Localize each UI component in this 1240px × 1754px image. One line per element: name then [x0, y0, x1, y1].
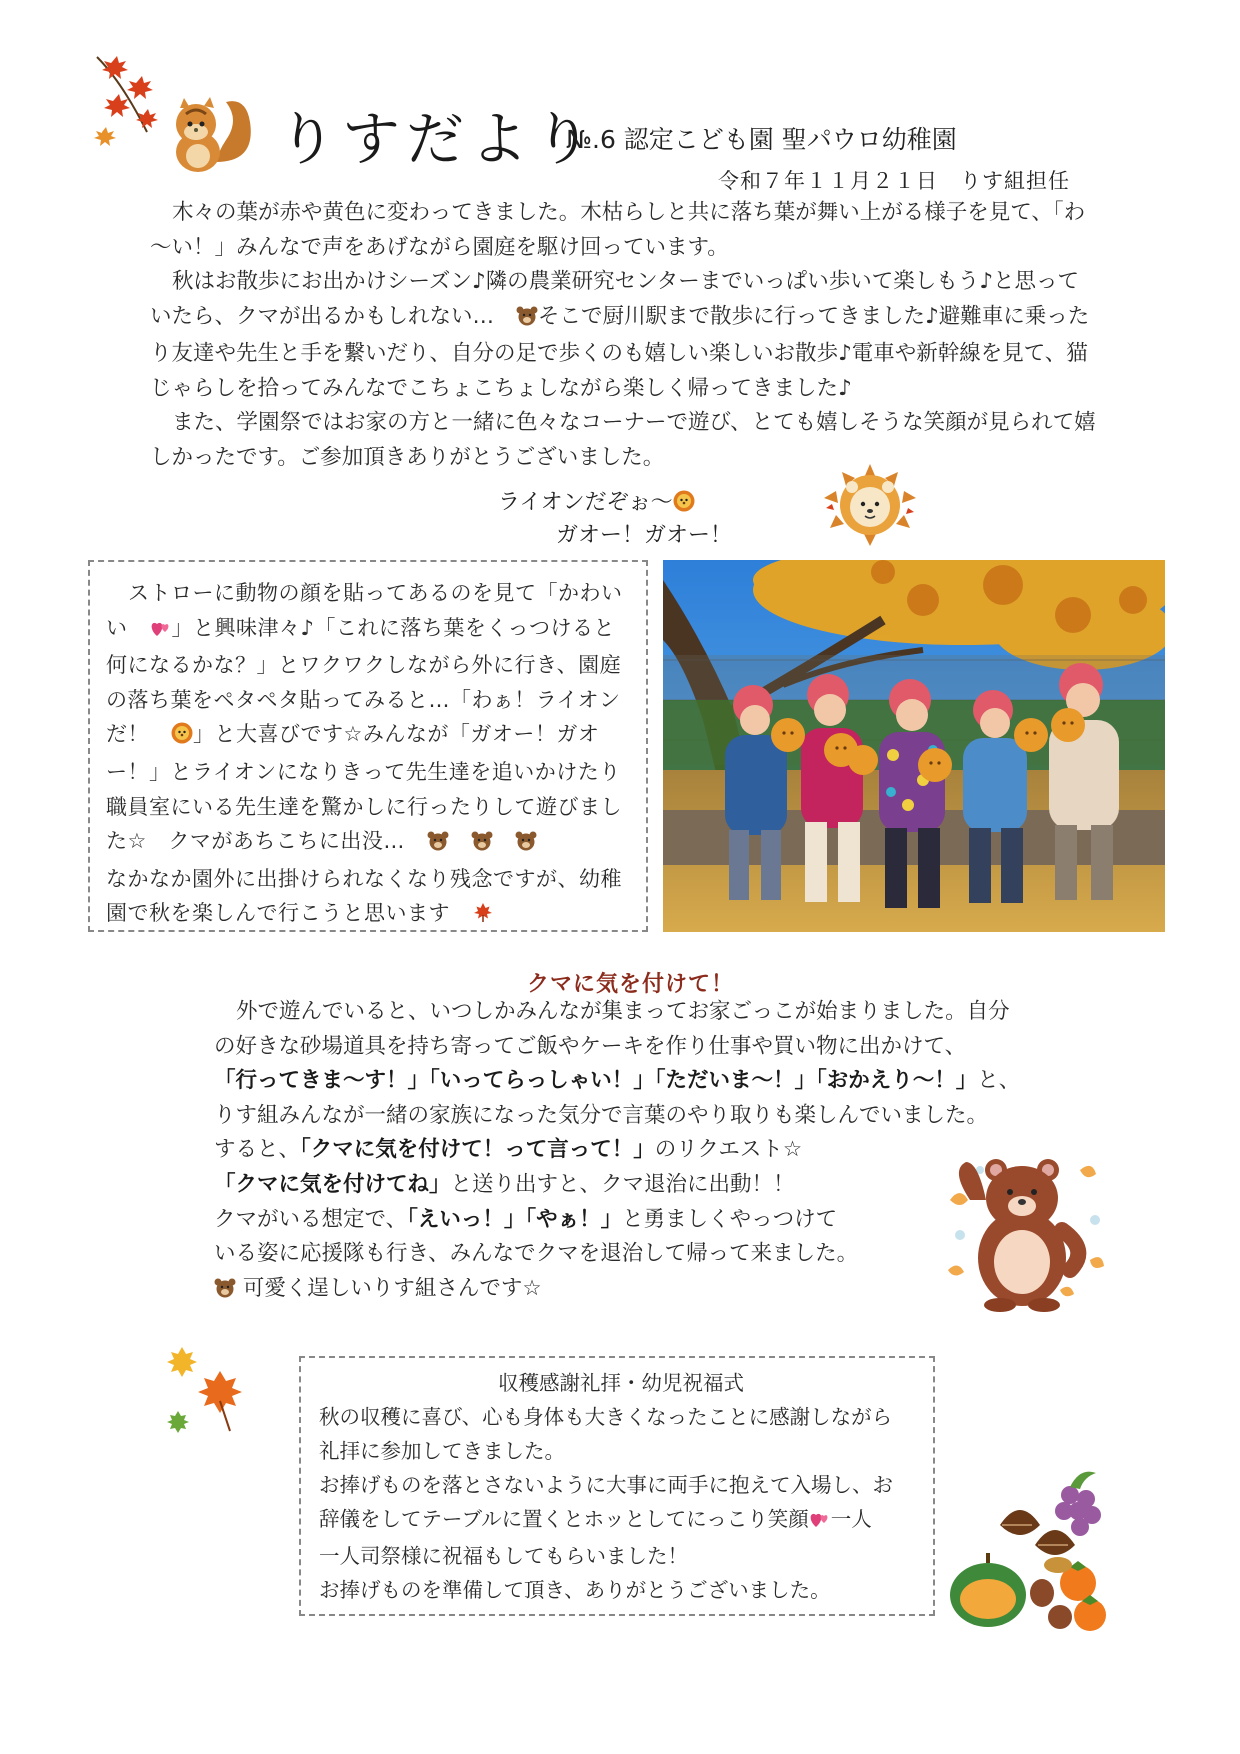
bear-line-3-rest: と、	[977, 1068, 1021, 1094]
bear-line-5b: のリクエスト☆	[654, 1137, 803, 1163]
bear-face-icon	[214, 1275, 236, 1310]
harvest-line-3: お捧げものを落とさないように大事に両手に抱えて入場し、お	[319, 1473, 893, 1497]
waving-bear-illustration	[930, 1140, 1120, 1315]
lion-caption-2: ガオー！ガオー！	[556, 523, 733, 548]
bear-line-6b: と送り出すと、クマ退治に出動！！	[450, 1171, 795, 1197]
bear-line-7a: クマがいる想定で、	[214, 1206, 408, 1232]
bear-line-7-bold: 「えいっ！」「やぁ！」	[407, 1206, 623, 1232]
harvest-line-4b: 一人	[830, 1507, 872, 1531]
lion-activity-text	[106, 576, 634, 934]
bear-line-9-text: 可愛く逞しいりす組さんです☆	[242, 1275, 542, 1301]
box1-text-4: なかなか園外に出掛けられなくなり残念ですが、幼稚園で秋を楽しんで行こうと思います	[106, 866, 622, 926]
bear-section-title: クマに気を付けて！	[527, 972, 735, 997]
box1-text-1: ストローに動物の顔を貼ってあるのを見て「かわいい	[106, 581, 623, 640]
harvest-line-4a: 辞儀をしてテーブルに置くとホッとしてにっこり笑顔	[319, 1507, 809, 1531]
bear-line-7b: と勇ましくやっつけて	[622, 1206, 838, 1232]
bear-line-1: 外で遊んでいると、いつしかみんなが集まってお家ごっこが始まりました。自分	[236, 999, 1010, 1024]
leaf-lion-illustration	[818, 462, 922, 548]
intro-paragraph-1: 木々の葉が赤や黄色に変わってきました。木枯らしと共に落ち葉が舞い上がる様子を見て、「わ～い！」みんなで声をあげながら園庭を駆け回っています。	[150, 200, 1086, 260]
harvest-produce-illustration	[940, 1465, 1115, 1635]
children-with-lion-crafts-photo	[663, 560, 1165, 932]
lion-activity-box	[88, 560, 648, 932]
intro-text	[150, 196, 1098, 475]
bear-face-icon	[449, 827, 493, 862]
intro-paragraph-2b: そこで厨川駅まで散歩に行ってきました♪避難車に乗ったり友達や先生と手を繋いだり、自分の足で歩くのも嬉しい楽しいお散歩♪電車や新幹線を見て、猫じゃらしを拾ってみんなでこちょこちょしながら楽しく帰ってきました♪	[150, 303, 1090, 401]
bear-line-6-bold: 「クマに気を付けてね」	[214, 1171, 451, 1197]
harvest-service-box	[299, 1356, 935, 1616]
lion-caption-1-text: ライオンだぞぉ～	[498, 490, 673, 515]
bear-face-icon	[405, 827, 449, 862]
heart-icon	[809, 1505, 831, 1539]
harvest-line-6: お捧げものを準備して頂き、ありがとうございました。	[319, 1578, 831, 1602]
lion-face-icon	[149, 720, 193, 755]
bear-line-5a: すると、	[214, 1137, 301, 1163]
lion-face-icon	[673, 490, 695, 518]
bear-line-2: の好きな砂場道具を持ち寄ってご飯やケーキを作り仕事や買い物に出かけて、	[214, 1033, 967, 1059]
harvest-heading: 収穫感謝礼拝・幼児祝福式	[498, 1371, 744, 1395]
issue-date-author: 令和７年１１月２１日 りす組担任	[718, 169, 1070, 193]
bear-face-icon	[493, 827, 537, 862]
issue-school-name: №.6 認定こども園 聖パウロ幼稚園	[566, 125, 957, 154]
box1-text-3: 」と大喜びです☆みんなが「ガオー！ガオー！」とライオンになりきって先生達を追いかけたり職員室にいる先生達を驚かしに行ったりして遊びました☆ クマがあちこちに出没…	[106, 722, 622, 854]
heart-icon	[128, 614, 172, 649]
bear-line-4: りす組みんなが一緒の家族になった気分で言葉のやり取りも楽しんでいました。	[214, 1102, 989, 1128]
bear-line-3	[214, 1064, 1084, 1099]
intro-paragraph-2	[150, 265, 1098, 406]
newsletter-title: りすだより	[278, 105, 599, 173]
maple-leaf-icon	[450, 899, 494, 934]
box1-text-2: 」と興味津々♪「これに落ち葉をくっつけると何になるかな？」とワクワクしながら外に行き、園庭の落ち葉をペタペタ貼ってみると…「わぁ！ライオンだ！	[106, 615, 622, 747]
lion-caption-1	[498, 485, 695, 518]
bear-line-8: いる姿に応援隊も行き、みんなでクマを退治して帰って来ました。	[214, 1241, 859, 1267]
bear-line-3-bold: 「行ってきま～す！」「いってらっしゃい！」「ただいま～！」「おかえり～！」	[214, 1068, 978, 1094]
harvest-line-2: 礼拝に参加してきました。	[319, 1439, 565, 1463]
intro-paragraph-2a: 秋はお散歩にお出かけシーズン♪隣の農業研究センターまでいっぱい歩いて楽しもう♪と思っていたら、クマが出るかもしれない…	[150, 269, 1080, 329]
harvest-line-4	[319, 1502, 923, 1539]
harvest-line-1: 秋の収穫に喜び、心も身体も大きくなったことに感謝しながら	[319, 1405, 893, 1429]
squirrel-illustration	[160, 92, 256, 178]
autumn-leaves-illustration	[164, 1345, 254, 1435]
intro-paragraph-3: また、学園祭ではお家の方と一緒に色々なコーナーで遊び、とても嬉しそうな笑顔が見られて嬉しかったです。ご参加頂きありがとうございました。	[150, 410, 1096, 470]
bear-face-icon	[494, 303, 538, 338]
bear-line-5-bold: 「クマに気を付けて！って言って！」	[300, 1137, 655, 1163]
harvest-line-5: 一人司祭様に祝福もしてもらいました！	[319, 1544, 688, 1568]
